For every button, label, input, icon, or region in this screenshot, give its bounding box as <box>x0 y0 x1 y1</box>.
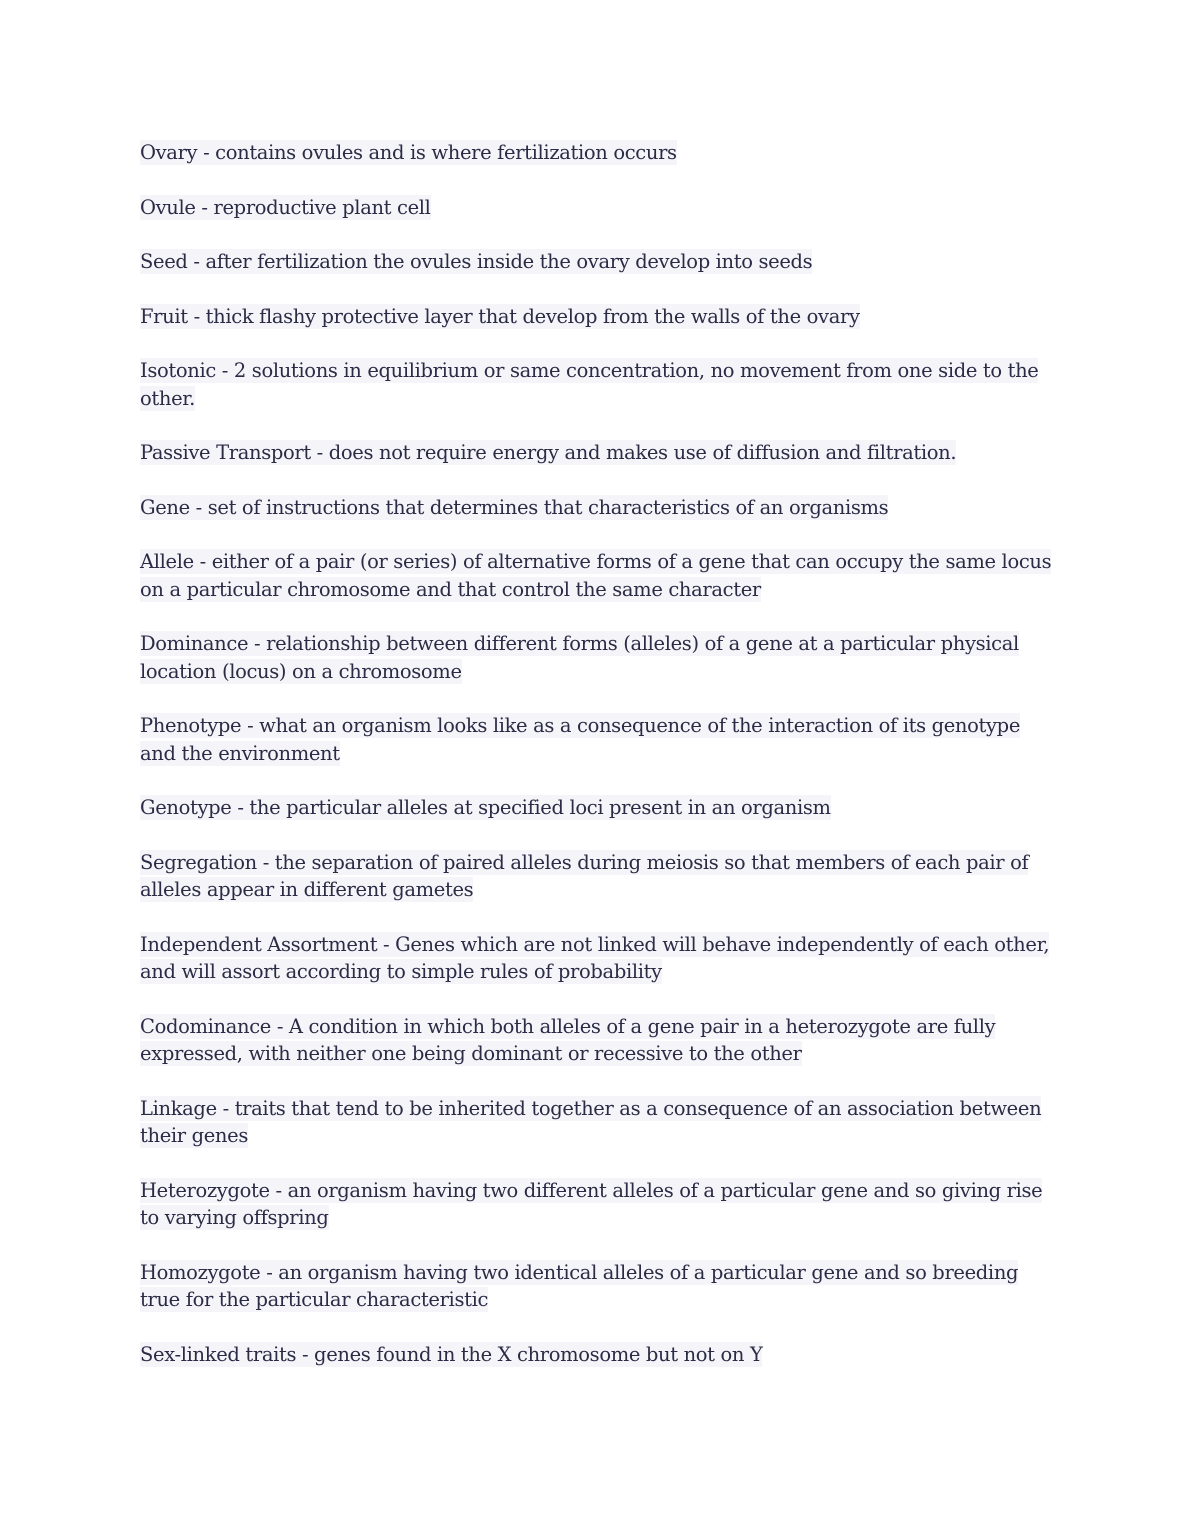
glossary-entry <box>140 1259 1055 1314</box>
glossary-entry <box>140 794 1055 822</box>
entry-text: Isotonic - 2 solutions in equilibrium or same concentration, no movement from one side to the other. <box>140 359 1039 410</box>
glossary-list <box>140 139 1055 1395</box>
entry-text: Dominance - relationship between different forms (alleles) of a gene at a particular physical location (locus) on a chromosome <box>140 632 1019 683</box>
entry-text: Heterozygote - an organism having two different alleles of a particular gene and so giving rise to varying offspring <box>140 1178 1043 1229</box>
entry-text: Allele - either of a pair (or series) of alternative forms of a gene that can occupy the same locus on a particular chromosome and that control the same character <box>140 550 1052 601</box>
entry-text: Codominance - A condition in which both alleles of a gene pair in a heterozygote are fully expressed, with neither one being dominant or recessive to the other <box>140 1014 996 1065</box>
entry-text: Passive Transport - does not require energy and makes use of diffusion and filtration. <box>140 441 957 464</box>
entry-text: Segregation - the separation of paired alleles during meiosis so that members of each pair of alleles appear in different gametes <box>140 850 1029 901</box>
glossary-entry <box>140 1013 1055 1068</box>
glossary-entry <box>140 1095 1055 1150</box>
glossary-entry <box>140 494 1055 522</box>
entry-text: Linkage - traits that tend to be inherited together as a consequence of an association between their genes <box>140 1096 1042 1147</box>
glossary-entry <box>140 139 1055 167</box>
entry-text: Genotype - the particular alleles at specified loci present in an organism <box>140 796 831 819</box>
glossary-entry <box>140 931 1055 986</box>
glossary-entry <box>140 303 1055 331</box>
entry-text: Seed - after fertilization the ovules inside the ovary develop into seeds <box>140 250 813 273</box>
entry-text: Independent Assortment - Genes which are not linked will behave independently of each other, and will assort according to simple rules of probability <box>140 932 1050 983</box>
entry-text: Fruit - thick flashy protective layer that develop from the walls of the ovary <box>140 304 860 328</box>
entry-text: Ovule - reproductive plant cell <box>140 195 431 219</box>
glossary-entry <box>140 712 1055 767</box>
glossary-entry <box>140 357 1055 412</box>
entry-text: Phenotype - what an organism looks like as a consequence of the interaction of its genotype and the environment <box>140 714 1021 765</box>
entry-text: Homozygote - an organism having two identical alleles of a particular gene and so breeding true for the particular characteristic <box>140 1260 1019 1311</box>
glossary-entry <box>140 248 1055 276</box>
glossary-entry <box>140 1177 1055 1232</box>
glossary-entry <box>140 548 1055 603</box>
glossary-entry <box>140 849 1055 904</box>
entry-text: Ovary - contains ovules and is where fertilization occurs <box>140 141 677 164</box>
entry-text: Sex-linked traits - genes found in the X chromosome but not on Y <box>140 1342 763 1366</box>
glossary-entry <box>140 194 1055 222</box>
glossary-entry <box>140 1341 1055 1369</box>
entry-text: Gene - set of instructions that determines that characteristics of an organisms <box>140 495 889 519</box>
glossary-entry <box>140 439 1055 467</box>
glossary-entry <box>140 630 1055 685</box>
